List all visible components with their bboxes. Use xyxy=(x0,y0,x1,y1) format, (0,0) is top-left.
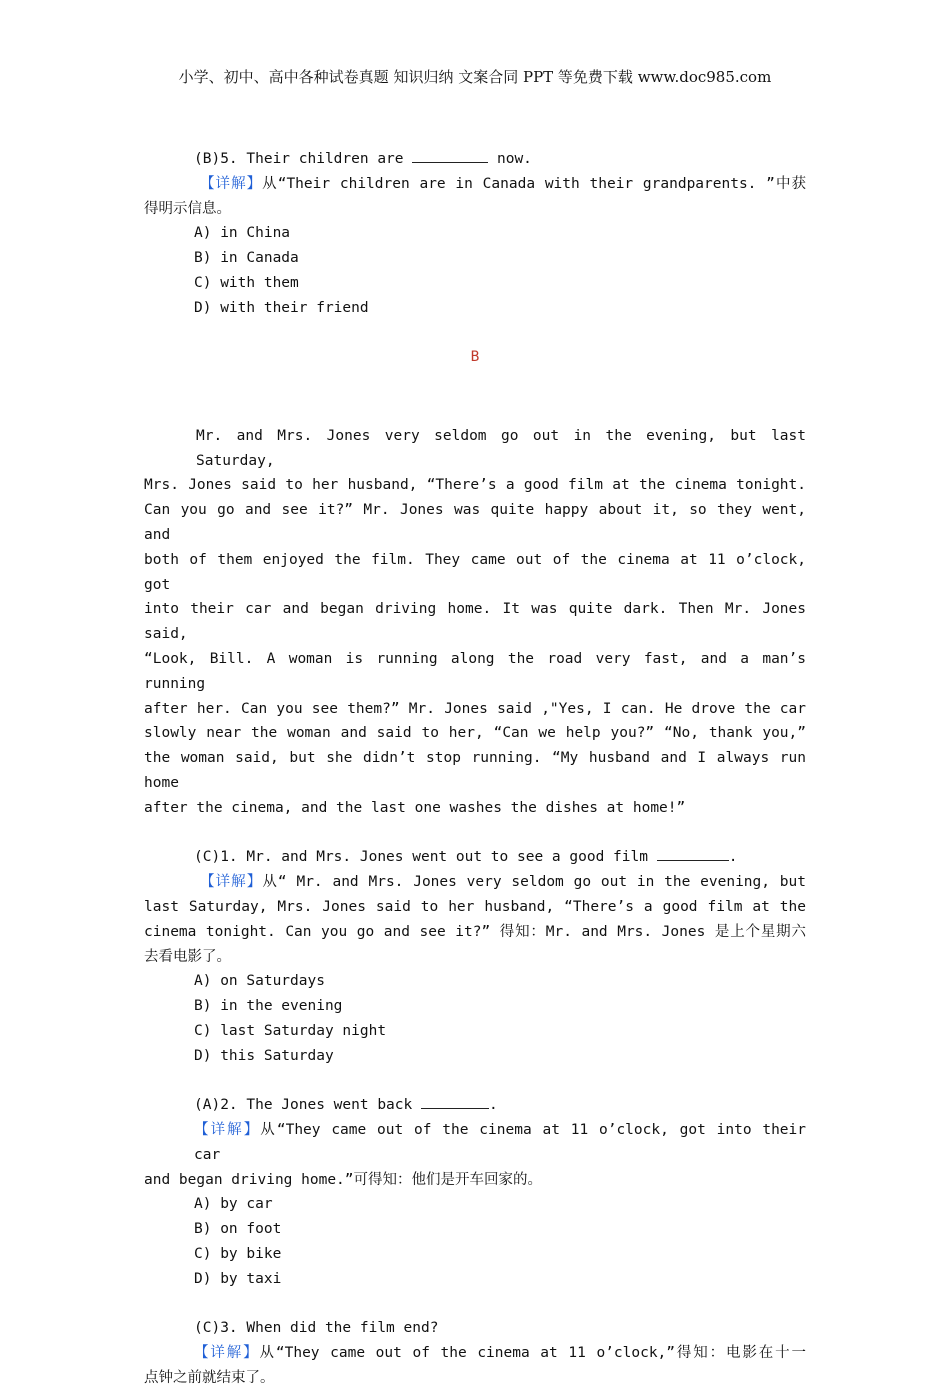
question-1-explanation-cont: cinema tonight. Can you go and see it?” 得知：Mr. and Mrs. Jones 是上个星期六 xyxy=(144,923,806,940)
question-3-stem: (C)3. When did the film end? xyxy=(194,1320,439,1337)
reading-passage xyxy=(144,424,806,821)
option-b: B) in Canada xyxy=(194,250,299,267)
question-1-stem: (C)1. Mr. and Mrs. Jones went out to see a good film . xyxy=(144,845,806,870)
option-d: D) by taxi xyxy=(194,1270,282,1287)
detail-tag: 【详解】 xyxy=(200,874,263,891)
option-b: B) in the evening xyxy=(194,998,343,1015)
question-1-explanation: 【详解】从“ Mr. and Mrs. Jones very seldom go out in the evening, but xyxy=(200,874,806,891)
option-c: C) last Saturday night xyxy=(194,1022,387,1039)
answer-blank xyxy=(412,148,488,163)
passage-line: Mrs. Jones said to her husband, “There’s a good film at the cinema tonight. xyxy=(144,477,806,494)
passage-line: the woman said, but she didn’t stop running. “My husband and I always run home xyxy=(144,750,806,791)
option-a: A) by car xyxy=(194,1196,273,1213)
detail-tag: 【详解】 xyxy=(200,175,263,192)
passage-line: slowly near the woman and said to her, “Can we help you?” “No, thank you,” xyxy=(144,725,806,742)
question-2-explanation-cont: and began driving home.”可得知：他们是开车回家的。 xyxy=(144,1171,543,1188)
question-2-explanation: 【详解】从“They came out of the cinema at 11 o’clock, got into their car xyxy=(194,1122,807,1163)
question-5-explanation-cont: 得明示信息。 xyxy=(144,200,231,217)
option-c: C) with them xyxy=(194,274,299,291)
question-1-explanation-cont: last Saturday, Mrs. Jones said to her husband, “There’s a good film at the xyxy=(144,898,806,915)
question-5-explanation: 【详解】从“Their children are in Canada with their grandparents. ”中获 xyxy=(200,175,806,192)
option-a: A) in China xyxy=(194,225,291,242)
passage-line: “Look, Bill. A woman is running along the road very fast, and a man’s running xyxy=(144,650,806,692)
section-label: B xyxy=(470,349,480,366)
passage-line: both of them enjoyed the film. They came out of the cinema at 11 o’clock, got xyxy=(144,551,806,593)
passage-line: after the cinema, and the last one washes the dishes at home!” xyxy=(144,799,686,816)
question-3-explanation-cont: 点钟之前就结束了。 xyxy=(144,1370,275,1387)
option-d: D) with their friend xyxy=(194,299,369,316)
page-header: 小学、初中、高中各种试卷真题 知识归纳 文案合同 PPT 等免费下载 www.doc985.com xyxy=(178,68,772,86)
option-b: B) on foot xyxy=(194,1221,282,1238)
option-a: A) on Saturdays xyxy=(194,973,325,990)
answer-blank xyxy=(657,846,729,861)
option-c: C) by bike xyxy=(194,1246,282,1263)
passage-line: into their car and began driving home. It was quite dark. Then Mr. Jones said, xyxy=(144,601,806,643)
document-body xyxy=(144,147,806,1391)
detail-tag: 【详解】 xyxy=(194,1122,261,1139)
passage-line: Mr. and Mrs. Jones very seldom go out in the evening, but last Saturday, xyxy=(196,427,806,469)
answer-blank xyxy=(421,1094,489,1109)
detail-tag: 【详解】 xyxy=(194,1345,260,1362)
question-1-explanation-cont: 去看电影了。 xyxy=(144,948,231,965)
passage-line: after her. Can you see them?” Mr. Jones said ,"Yes, I can. He drove the car xyxy=(144,700,806,717)
question-5-stem: (B)5. Their children are now. xyxy=(144,147,806,172)
passage-line: Can you go and see it?” Mr. Jones was quite happy about it, so they went, and xyxy=(144,502,806,543)
question-3-explanation: 【详解】从“They came out of the cinema at 11 o’clock,”得知：电影在十一 xyxy=(194,1345,807,1362)
question-2-stem: (A)2. The Jones went back . xyxy=(144,1093,806,1118)
option-d: D) this Saturday xyxy=(194,1047,334,1064)
